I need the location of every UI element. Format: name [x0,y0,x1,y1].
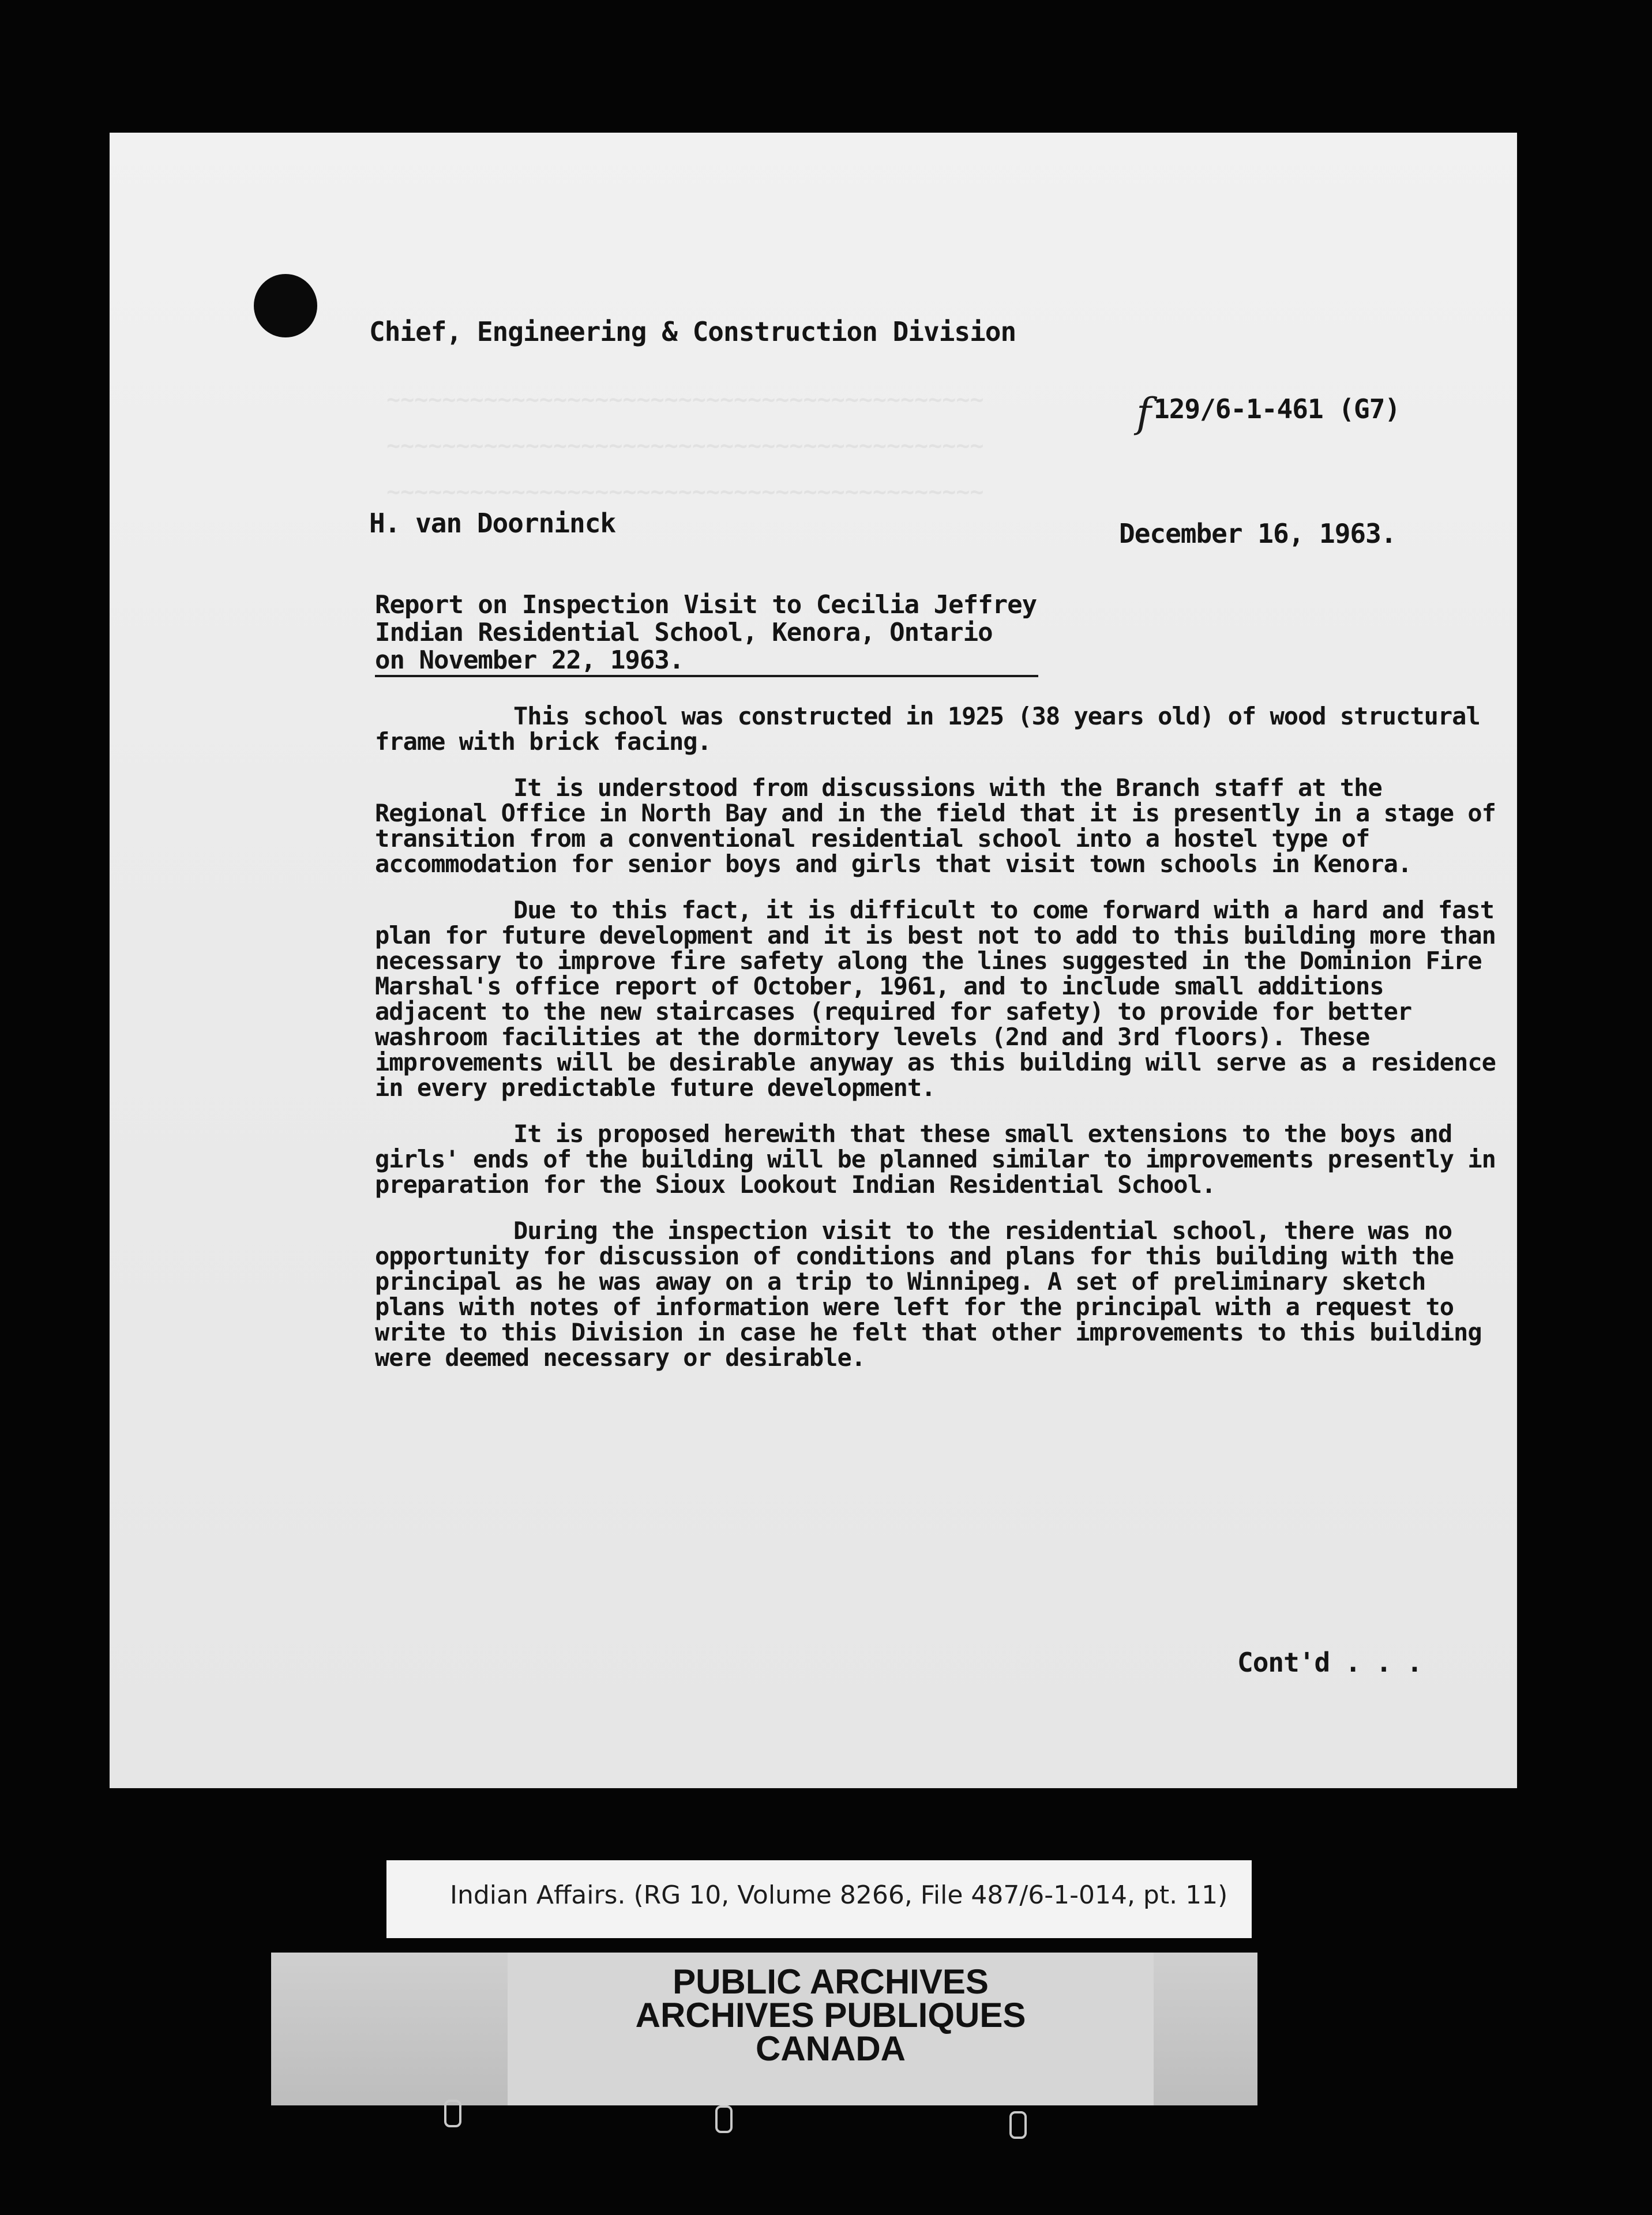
archive-label-strip [271,1953,1257,2105]
subject-underline [375,675,1038,677]
body-paragraph: Due to this fact, it is difficult to come forward with a hard and fast plan for future development and it is best not to add to this building more than necessary to improve fire safety along the lines suggested in the Dominion Fire Marshal's office report of October, 1961, and to include small additions adjacent to the new staircases (required for safety) to provide for better washroom facilities at the dormitory levels (2nd and 3rd floors). These improvements will be desirable anyway as this building will serve as a residence in every predictable future development. [375,896,1496,1102]
binder-clip [444,2100,461,2127]
body-paragraph: It is understood from discussions with the Branch staff at the Regional Office in North Bay and in the field that it is presently in a stage of transition from a conventional residential school into a hostel type of accommodation for senior boys and girls that visit town schools in Kenora. [375,774,1496,878]
body-paragraph: It is proposed herewith that these small extensions to the boys and girls' ends of the building will be planned similar to improvements presently in preparation for the Sioux Lookout Indian Residential School. [375,1120,1496,1199]
memo-from: H. van Doorninck [369,508,616,539]
archive-label [508,1953,1154,2105]
memo-to: Chief, Engineering & Construction Division [369,316,1016,347]
file-ref-handwritten-mark: f [1136,389,1151,437]
archive-label-line: PUBLIC ARCHIVES [673,1962,989,2001]
archive-caption: Indian Affairs. (RG 10, Volume 8266, File 487/6-1-014, pt. 11) [450,1880,1228,1910]
subject-line: on November 22, 1963. [375,645,684,675]
memo-subject [375,591,1182,674]
file-reference: 129/6-1-461 (G7) [1154,393,1401,425]
continued-note: Cont'd . . . [1237,1647,1422,1678]
punch-hole [254,274,317,337]
memo-body [375,704,1505,1391]
bleed-through-text: ~~~~~~~~~~~~~~~~~~~~~~~~~~~~~~~~~~~~~~~~~~~ [386,433,984,459]
binder-clip [1009,2111,1027,2139]
bleed-through-text: ~~~~~~~~~~~~~~~~~~~~~~~~~~~~~~~~~~~~~~~~~~~ [386,479,984,505]
archive-caption-strip [386,1860,1252,1938]
memo-page [110,133,1517,1788]
bleed-through-text: ~~~~~~~~~~~~~~~~~~~~~~~~~~~~~~~~~~~~~~~~~~~ [386,386,984,413]
archive-label-line: CANADA [756,2029,906,2068]
body-paragraph: During the inspection visit to the residential school, there was no opportunity for discussion of conditions and plans for this building with the principal as he was away on a trip to Winnipeg. A set of preliminary sketch plans with notes of information were left for the principal with a request to write to this Division in case he felt that other improvements to this building were deemed necessary or desirable. [375,1217,1482,1372]
archive-label-line: ARCHIVES PUBLIQUES [635,1996,1026,2034]
body-paragraph: This school was constructed in 1925 (38 years old) of wood structural frame with brick facing. [375,702,1480,756]
subject-line: Report on Inspection Visit to Cecilia Jeffrey [375,590,1037,620]
binder-clip [715,2105,733,2133]
subject-line: Indian Residential School, Kenora, Ontario [375,618,993,647]
memo-date: December 16, 1963. [1119,518,1396,549]
